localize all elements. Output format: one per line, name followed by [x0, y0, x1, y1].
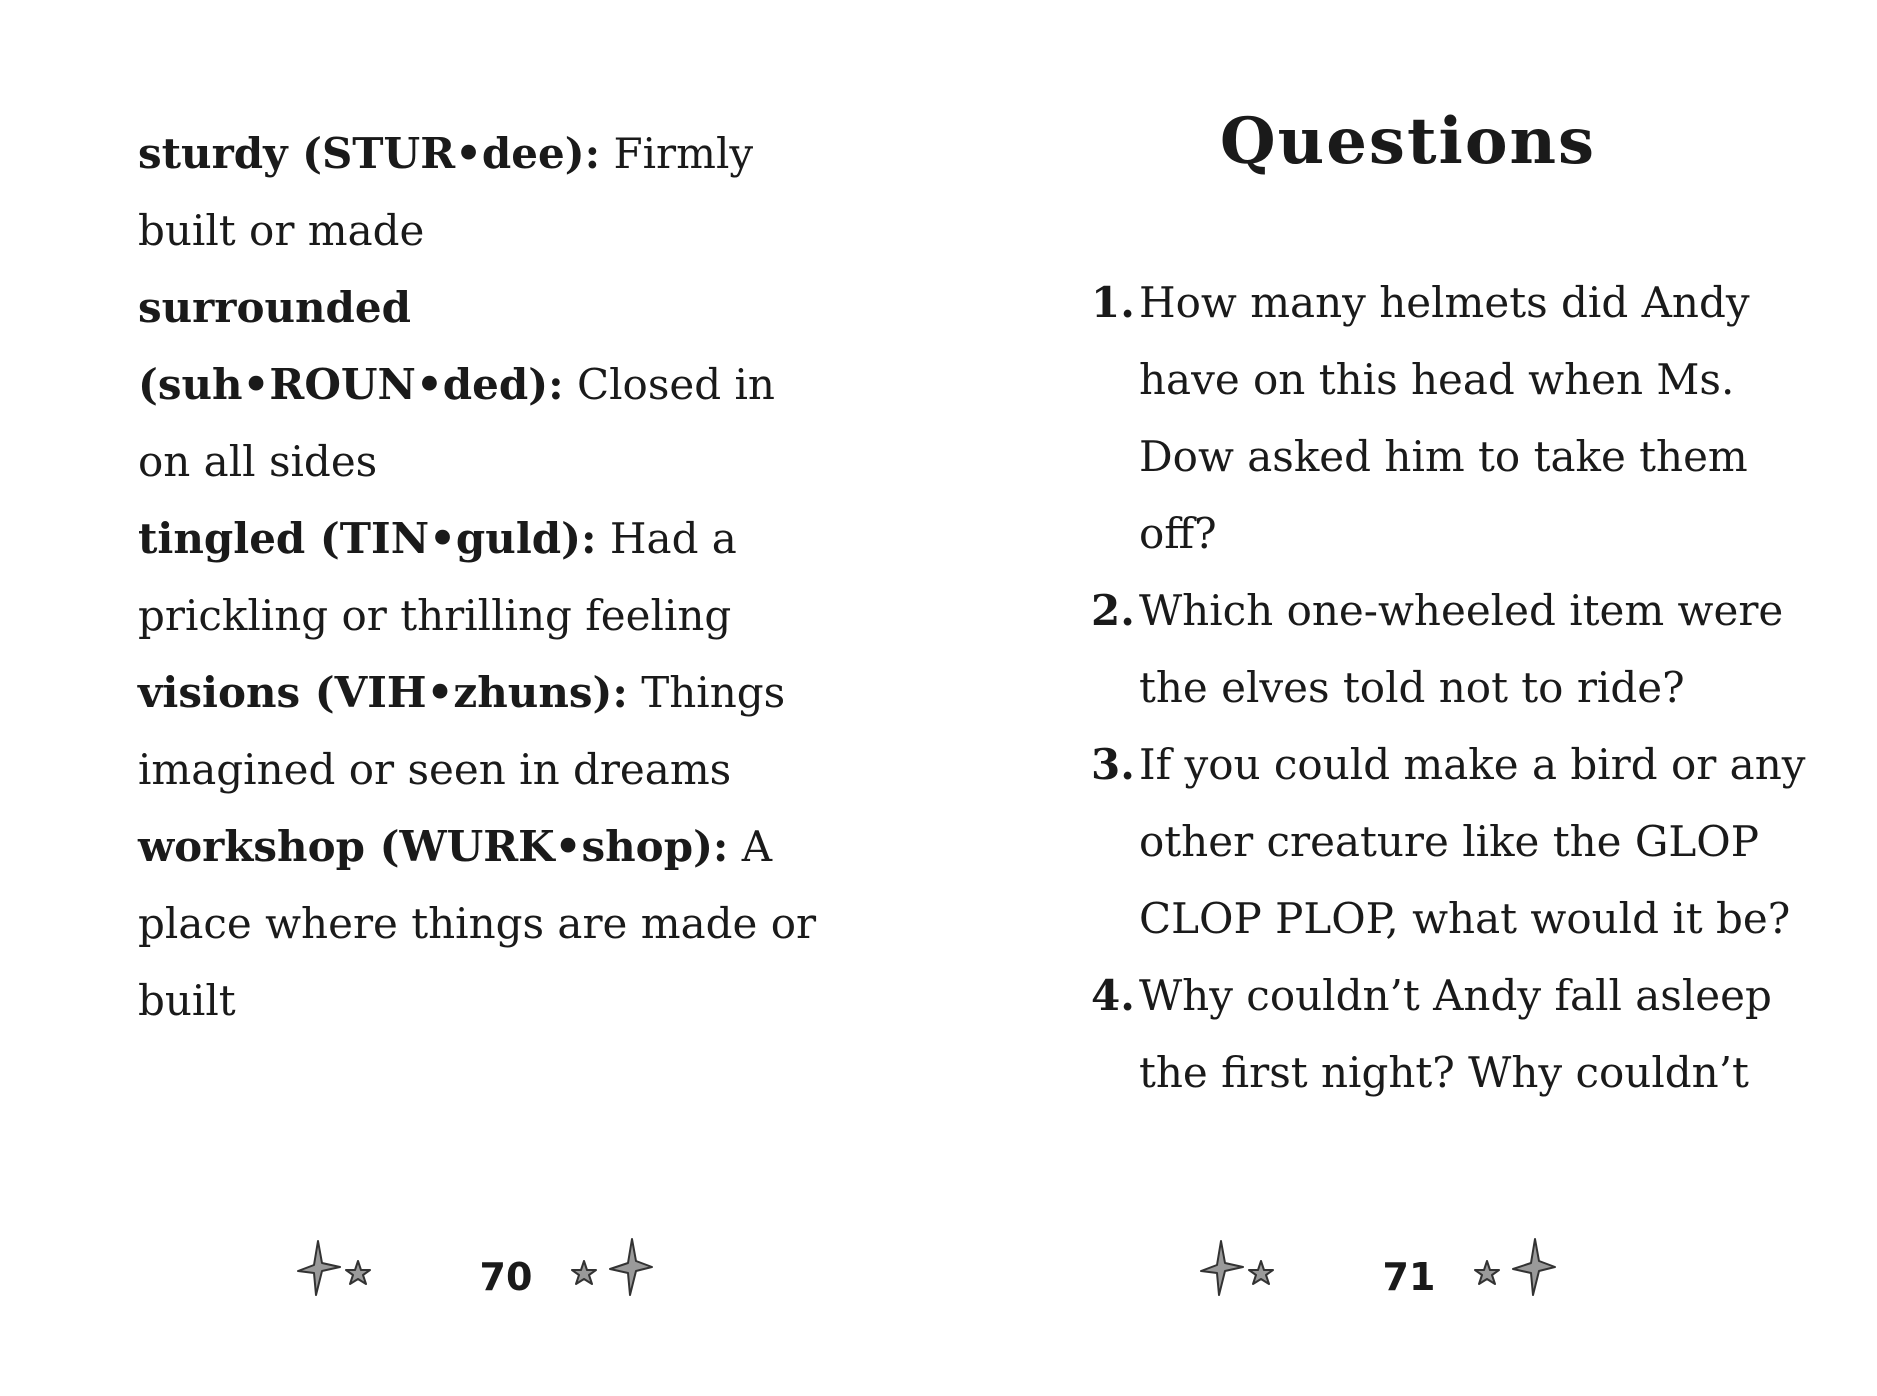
page-number: 70 [479, 1255, 533, 1299]
left-page [0, 0, 938, 1396]
glossary-entry [138, 115, 838, 269]
questions-list [1091, 264, 1831, 1111]
question-text: Why couldn’t Andy fall asleep the first night? Why couldn’t [1139, 971, 1772, 1097]
glossary-list [138, 115, 838, 1039]
glossary-term: surrounded (suh•ROUN•ded): [138, 283, 564, 409]
star-cluster-icon [1469, 1237, 1559, 1301]
glossary-entry [138, 808, 838, 1039]
glossary-term: visions (VIH•zhuns): [138, 668, 628, 717]
question-number: 4. [1091, 971, 1135, 1020]
question-item [1091, 264, 1831, 572]
page-footer [1199, 1237, 1619, 1307]
star-cluster-icon [566, 1237, 656, 1301]
question-text: Which one-wheeled item were the elves told not to ride? [1139, 586, 1784, 712]
glossary-definition: A place where things are made or built [138, 822, 817, 1025]
question-number: 2. [1091, 586, 1135, 635]
question-text: How many helmets did Andy have on this head when Ms. Dow asked him to take them off? [1139, 278, 1750, 558]
glossary-definition: Firmly built or made [138, 129, 754, 255]
glossary-definition: Had a prickling or thrilling feeling [138, 514, 737, 640]
right-page [939, 0, 1877, 1396]
glossary-term: workshop (WURK•shop): [138, 822, 729, 871]
star-cluster-icon [1199, 1237, 1289, 1301]
glossary-term: sturdy (STUR•dee): [138, 129, 601, 178]
star-cluster-icon [296, 1237, 386, 1301]
question-number: 1. [1091, 278, 1135, 327]
glossary-term: tingled (TIN•guld): [138, 514, 597, 563]
glossary-entry [138, 654, 838, 808]
glossary-entry [138, 269, 838, 500]
glossary-entry [138, 500, 838, 654]
question-text: If you could make a bird or any other creature like the GLOP CLOP PLOP, what would it be? [1139, 740, 1806, 943]
page-number: 71 [1382, 1255, 1436, 1299]
glossary-definition: Things imagined or seen in dreams [138, 668, 786, 794]
page-footer [296, 1237, 716, 1307]
question-item [1091, 726, 1831, 957]
question-item [1091, 572, 1831, 726]
glossary-definition: Closed in on all sides [138, 360, 775, 486]
page-title: Questions [1219, 104, 1597, 179]
question-item [1091, 957, 1831, 1111]
question-number: 3. [1091, 740, 1135, 789]
